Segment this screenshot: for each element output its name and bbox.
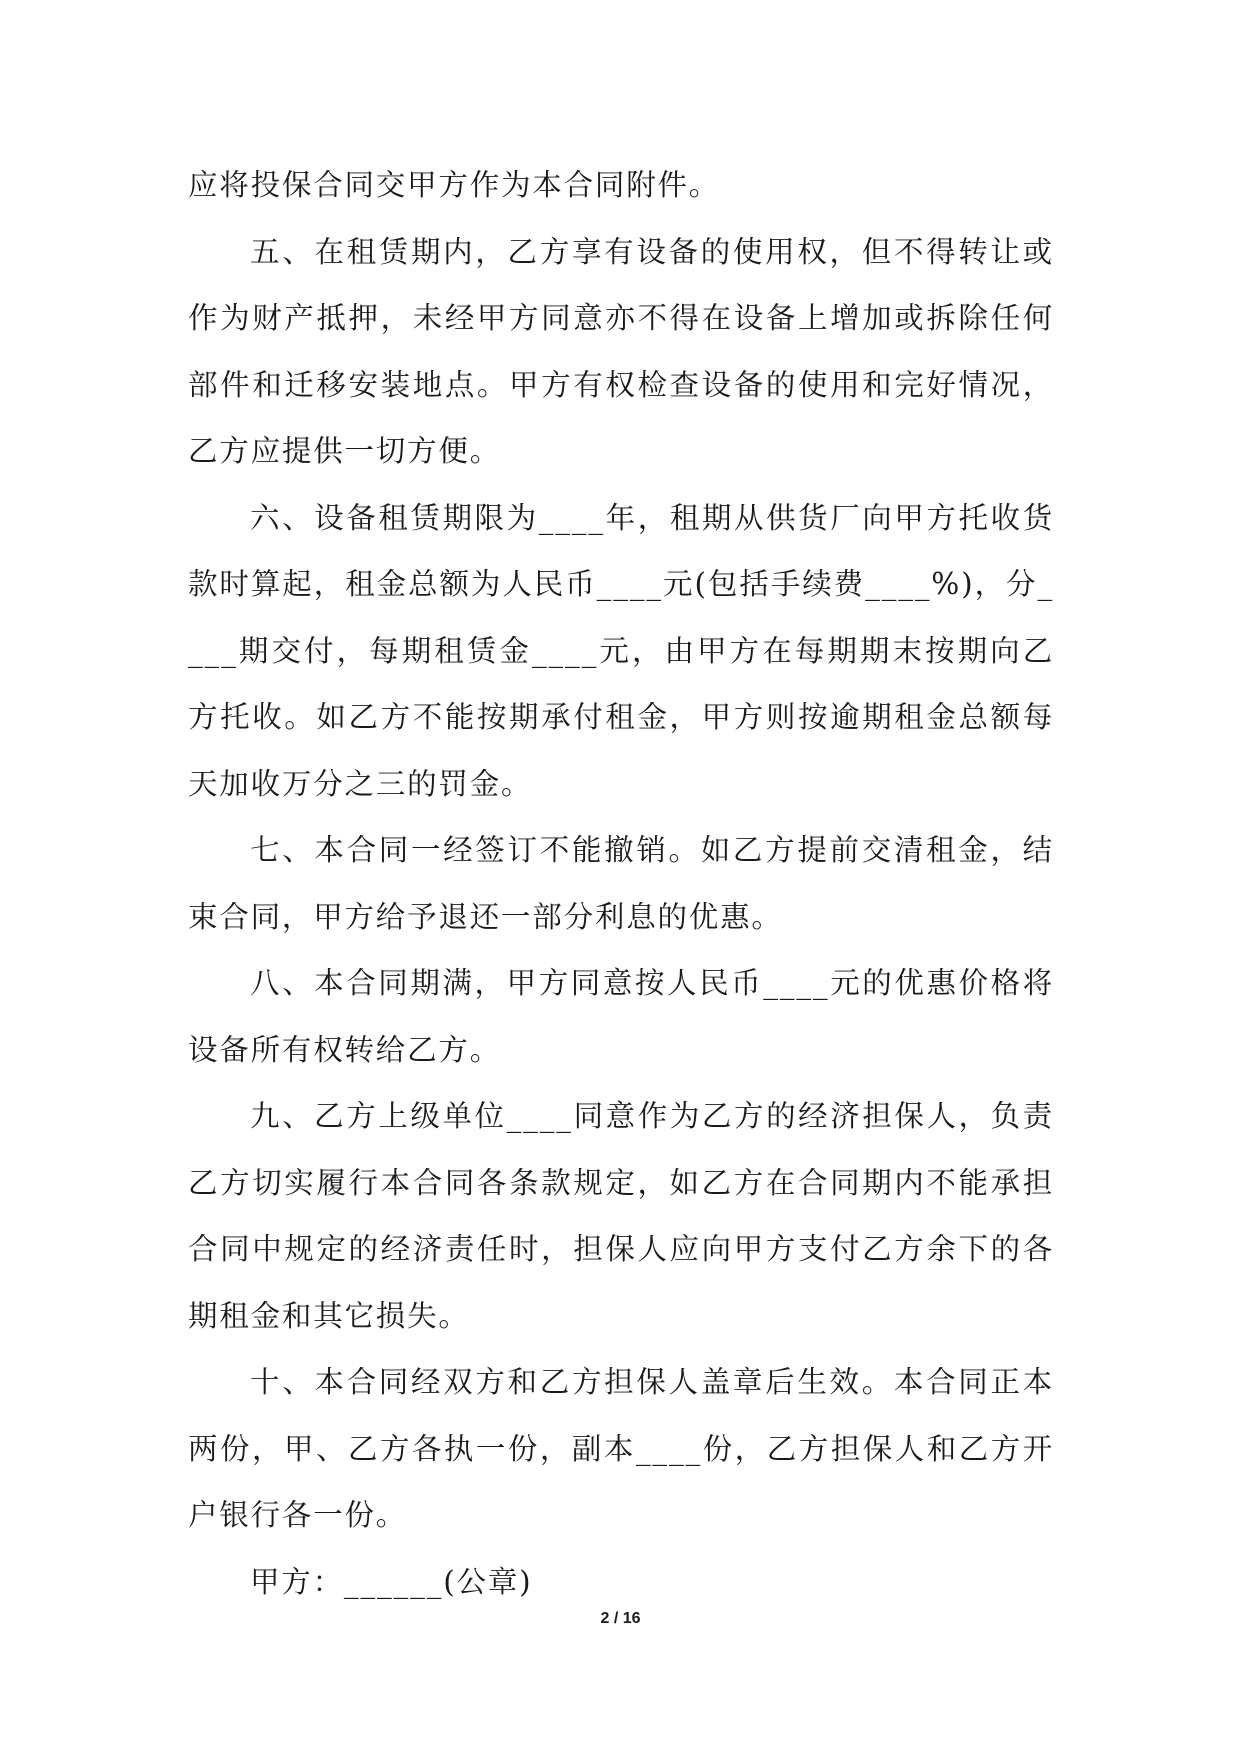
paragraph-clause-9: 九、乙方上级单位____同意作为乙方的经济担保人，负责乙方切实履行本合同各条款规定，如乙方在合同期内不能承担合同中规定的经济责任时，担保人应向甲方支付乙方余下的各期租金和其它损失。 (188, 1099, 1054, 1333)
page-number: 2 / 16 (600, 1610, 641, 1627)
paragraph-clause-7: 七、本合同一经签订不能撤销。如乙方提前交清租金，结束合同，甲方给予退还一部分利息的优惠。 (188, 833, 1054, 934)
paragraph-clause-10: 十、本合同经双方和乙方担保人盖章后生效。本合同正本两份，甲、乙方各执一份，副本____份，乙方担保人和乙方开户银行各一份。 (188, 1365, 1054, 1532)
paragraph-clause-6: 六、设备租赁期限为____年，租期从供货厂向甲方托收货款时算起，租金总额为人民币____元(包括手续费____%)，分____期交付，每期租赁金____元，由甲方在每期期末按期向乙方托收。如乙方不能按期承付租金，甲方则按逾期租金总额每天加收万分之三的罚金。 (188, 500, 1054, 801)
party-a-signature-line: 甲方：______(公章) (250, 1564, 533, 1599)
paragraph-clause-5: 五、在租赁期内，乙方享有设备的使用权，但不得转让或作为财产抵押，未经甲方同意亦不得在设备上增加或拆除任何部件和迁移安装地点。甲方有权检查设备的使用和完好情况，乙方应提供一切方便。 (188, 234, 1054, 468)
paragraph-clause-8: 八、本合同期满，甲方同意按人民币____元的优惠价格将设备所有权转给乙方。 (188, 966, 1054, 1067)
paragraph-continuation: 应将投保合同交甲方作为本合同附件。 (188, 168, 721, 202)
document-body (188, 152, 1054, 1615)
